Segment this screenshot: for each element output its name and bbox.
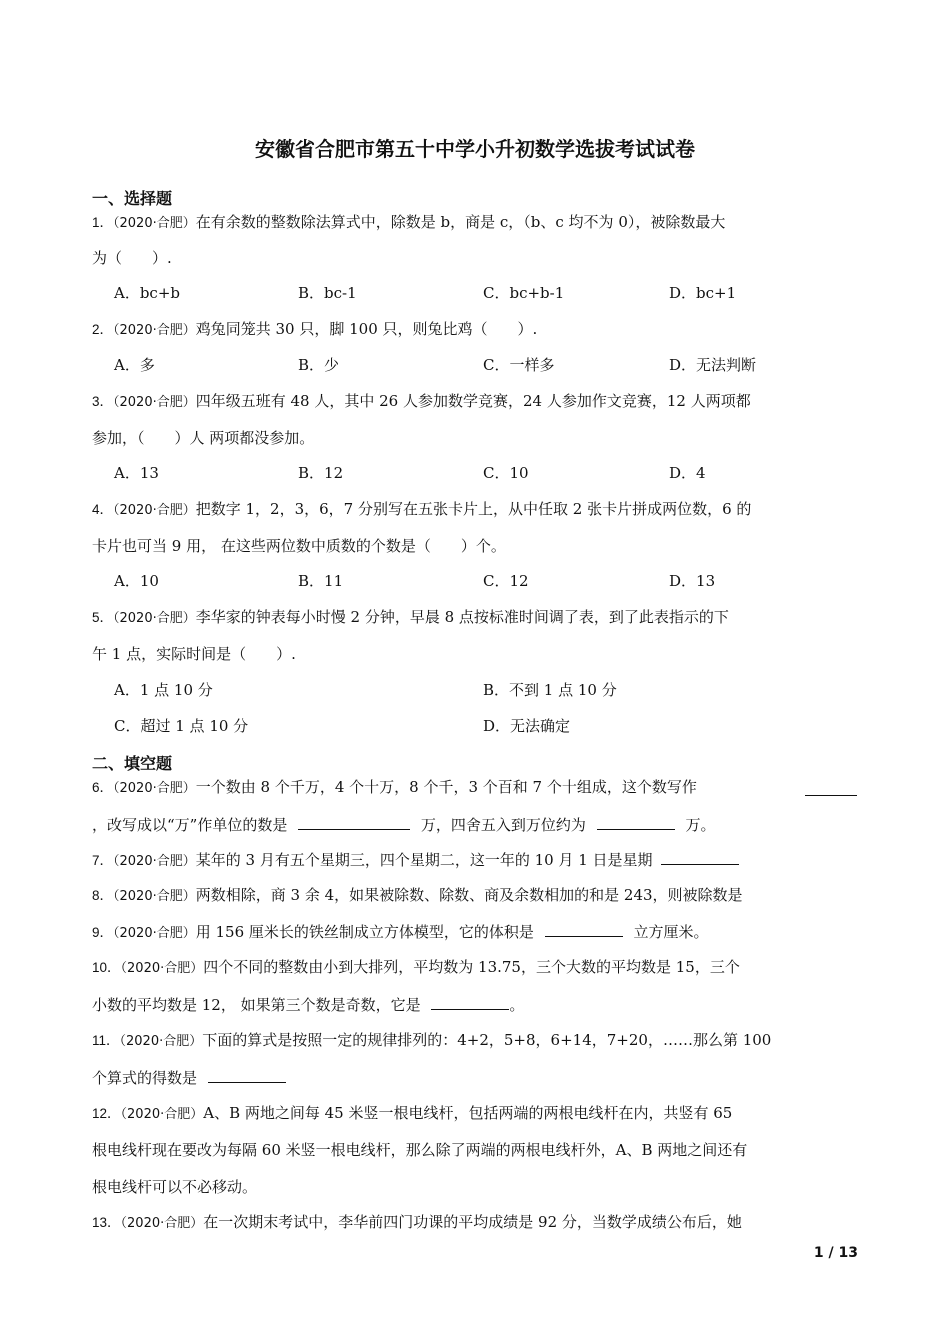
section-fill-heading: 二、填空题 (92, 754, 173, 773)
q5-option-c: C．超过 1 点 10 分 (114, 717, 249, 735)
q3-option-c: C．10 (483, 464, 529, 482)
question-3-line2: 参加，（ ）人 两项都没参加。 (92, 429, 315, 447)
q2-option-d: D．无法判断 (669, 356, 757, 374)
question-5: 5．（2020·合肥）李华家的钟表每小时慢 2 分钟，早晨 8 点按标准时间调了表，到了此表指示的下 (92, 608, 729, 626)
section-choice-heading: 一、选择题 (92, 189, 173, 208)
q4-option-c: C．12 (483, 572, 529, 590)
answer-blank[interactable] (805, 780, 857, 796)
q2-option-c: C．一样多 (483, 356, 555, 374)
question-1-line2: 为（ ）. (92, 249, 172, 267)
question-12: 12．（2020·合肥）A、B 两地之间每 45 米竖一根电线杆，包括两端的两根电线杆在内，共竖有 65 (92, 1104, 733, 1122)
answer-blank[interactable] (208, 1067, 286, 1083)
question-5-line2: 午 1 点，实际时间是（ ）. (92, 645, 296, 663)
answer-blank[interactable] (597, 814, 675, 830)
question-9: 9．（2020·合肥）用 156 厘米长的铁丝制成立方体模型，它的体积是 立方厘米。 (92, 923, 709, 941)
question-4-line2: 卡片也可当 9 用， 在这些两位数中质数的个数是（ ）个。 (92, 537, 506, 555)
question-6: 6．（2020·合肥）一个数由 8 个千万，4 个十万，8 个千，3 个百和 7 个十组成，这个数写作 (92, 778, 697, 796)
question-6-line2: ，改写成以“万”作单位的数是 万，四舍五入到万位约为 万。 (92, 816, 716, 834)
answer-blank[interactable] (431, 994, 509, 1010)
answer-blank[interactable] (545, 921, 623, 937)
q5-option-a: A．1 点 10 分 (114, 681, 213, 699)
q4-option-b: B．11 (298, 572, 344, 590)
q3-option-d: D．4 (669, 464, 706, 482)
question-13: 13．（2020·合肥）在一次期末考试中，李华前四门功课的平均成绩是 92 分，当数学成绩公布后，她 (92, 1213, 742, 1231)
question-11: 11．（2020·合肥）下面的算式是按照一定的规律排列的：4+2，5+8，6+14，7+20，……那么第 100 (92, 1031, 772, 1049)
question-12-line3: 根电线杆可以不必移动。 (92, 1178, 258, 1196)
q5-option-d: D．无法确定 (483, 717, 571, 735)
q1-option-b: B．bc-1 (298, 284, 357, 302)
question-12-line2: 根电线杆现在要改为每隔 60 米竖一根电线杆，那么除了两端的两根电线杆外，A、B 两地之间还有 (92, 1141, 748, 1159)
question-10: 10．（2020·合肥）四个不同的整数由小到大排列，平均数为 13.75，三个大数的平均数是 15，三个 (92, 958, 740, 976)
question-7: 7．（2020·合肥）某年的 3 月有五个星期三，四个星期二，这一年的 10 月 1 日是星期 (92, 849, 739, 872)
question-8: 8．（2020·合肥）两数相除，商 3 余 4，如果被除数、除数、商及余数相加的和是 243，则被除数是 (92, 886, 743, 904)
question-10-line2: 小数的平均数是 12， 如果第三个数是奇数，它是 。 (92, 996, 525, 1014)
page-number: 1 / 13 (813, 1245, 858, 1261)
question-4: 4．（2020·合肥）把数字 1，2，3，6，7 分别写在五张卡片上，从中任取 2 张卡片拼成两位数，6 的 (92, 500, 752, 518)
question-2: 2．（2020·合肥）鸡兔同笼共 30 只，脚 100 只，则兔比鸡（ ）. (92, 320, 538, 338)
q3-option-b: B．12 (298, 464, 344, 482)
q1-option-a: A．bc+b (114, 284, 181, 302)
q1-option-d: D．bc+1 (669, 284, 737, 302)
q3-option-a: A．13 (114, 464, 159, 482)
question-1: 1．（2020·合肥）在有余数的整数除法算式中，除数是 b，商是 c，（b、c 均不为 0），被除数最大 (92, 213, 726, 231)
question-11-line2: 个算式的得数是 (92, 1067, 286, 1088)
q4-option-d: D．13 (669, 572, 716, 590)
page-title: 安徽省合肥市第五十中学小升初数学选拔考试试卷 (255, 137, 695, 161)
question-3: 3．（2020·合肥）四年级五班有 48 人，其中 26 人参加数学竞赛，24 人参加作文竞赛，12 人两项都 (92, 392, 751, 410)
answer-blank[interactable] (661, 849, 739, 865)
q1-option-c: C．bc+b-1 (483, 284, 565, 302)
answer-blank[interactable] (298, 814, 410, 830)
q5-option-b: B．不到 1 点 10 分 (483, 681, 617, 699)
q2-option-a: A．多 (114, 356, 155, 374)
q4-option-a: A．10 (114, 572, 159, 590)
q2-option-b: B．少 (298, 356, 340, 374)
